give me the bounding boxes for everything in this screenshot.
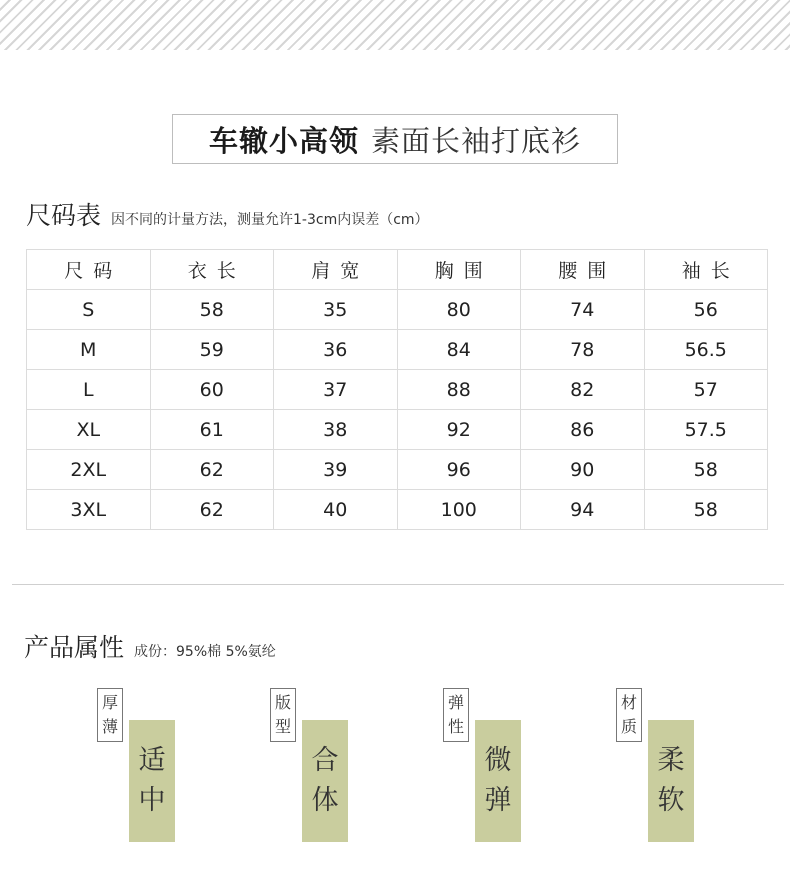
decorative-stripe-band: [0, 0, 790, 50]
table-cell: 35: [274, 290, 398, 330]
attr-label-char: 型: [274, 717, 291, 736]
table-cell: 58: [150, 290, 274, 330]
size-section-header: [26, 196, 429, 232]
table-cell: XL: [27, 410, 151, 450]
table-cell: S: [27, 290, 151, 330]
table-row: [27, 330, 768, 370]
table-cell: 62: [150, 490, 274, 530]
header-cell: 尺码: [27, 250, 151, 290]
attr-value: [129, 720, 175, 842]
table-cell: 58: [644, 450, 768, 490]
table-cell: 60: [150, 370, 274, 410]
section-divider: [12, 584, 784, 585]
attr-section-title: 产品属性: [24, 633, 125, 662]
table-cell: M: [27, 330, 151, 370]
table-row: [27, 290, 768, 330]
attr-value-char: 柔: [657, 745, 685, 776]
size-table-header-row: [27, 250, 768, 290]
attr-value-char: 适: [138, 745, 166, 776]
header-cell: 衣长: [150, 250, 274, 290]
attr-value-char: 软: [657, 785, 685, 816]
product-title-box: [172, 114, 618, 164]
table-cell: 82: [521, 370, 645, 410]
attr-label-char: 性: [447, 717, 464, 736]
table-cell: 56.5: [644, 330, 768, 370]
attr-material: [616, 688, 706, 848]
table-cell: 37: [274, 370, 398, 410]
attr-thickness: [97, 688, 187, 848]
table-cell: 38: [274, 410, 398, 450]
table-row: [27, 450, 768, 490]
table-cell: 78: [521, 330, 645, 370]
attr-fit: [270, 688, 360, 848]
table-cell: 36: [274, 330, 398, 370]
attr-value: [475, 720, 521, 842]
table-cell: 59: [150, 330, 274, 370]
header-cell: 胸围: [397, 250, 521, 290]
table-cell: 100: [397, 490, 521, 530]
table-cell: 84: [397, 330, 521, 370]
table-cell: 96: [397, 450, 521, 490]
table-cell: 62: [150, 450, 274, 490]
size-section-note: 因不同的计量方法，测量允许1-3cm内误差（cm）: [111, 212, 429, 228]
table-cell: 92: [397, 410, 521, 450]
table-row: [27, 410, 768, 450]
attr-section-note: 成份：95%棉 5%氨纶: [134, 644, 276, 660]
table-row: [27, 490, 768, 530]
table-cell: 61: [150, 410, 274, 450]
title-light-text: 素面长袖打底衫: [371, 123, 582, 158]
table-cell: 90: [521, 450, 645, 490]
table-row: [27, 370, 768, 410]
attr-label-char: 弹: [447, 693, 464, 712]
attr-value: [302, 720, 348, 842]
title-bold-text: 车辙小高领: [208, 123, 359, 158]
attr-label: [616, 688, 642, 742]
header-cell: 腰围: [521, 250, 645, 290]
attr-elasticity: [443, 688, 533, 848]
table-cell: L: [27, 370, 151, 410]
table-cell: 39: [274, 450, 398, 490]
attr-value-char: 体: [311, 785, 339, 816]
table-cell: 86: [521, 410, 645, 450]
attr-label-char: 版: [274, 693, 291, 712]
attr-label-char: 厚: [101, 693, 118, 712]
attr-label: [97, 688, 123, 742]
table-cell: 3XL: [27, 490, 151, 530]
table-cell: 80: [397, 290, 521, 330]
attr-label: [270, 688, 296, 742]
table-cell: 57: [644, 370, 768, 410]
table-cell: 56: [644, 290, 768, 330]
attr-label: [443, 688, 469, 742]
size-section-title: 尺码表: [26, 201, 102, 230]
attr-value: [648, 720, 694, 842]
table-cell: 40: [274, 490, 398, 530]
header-cell: 肩宽: [274, 250, 398, 290]
table-cell: 88: [397, 370, 521, 410]
attr-value-char: 合: [311, 745, 339, 776]
attr-value-char: 中: [138, 785, 166, 816]
table-cell: 2XL: [27, 450, 151, 490]
attr-label-char: 薄: [101, 717, 118, 736]
table-cell: 94: [521, 490, 645, 530]
table-cell: 57.5: [644, 410, 768, 450]
table-cell: 58: [644, 490, 768, 530]
attr-value-char: 微: [484, 745, 512, 776]
attr-section-header: [24, 628, 276, 664]
attr-label-char: 质: [620, 717, 637, 736]
attr-value-char: 弹: [484, 785, 512, 816]
header-cell: 袖长: [644, 250, 768, 290]
attr-label-char: 材: [620, 693, 637, 712]
table-cell: 74: [521, 290, 645, 330]
size-table: [26, 249, 768, 530]
